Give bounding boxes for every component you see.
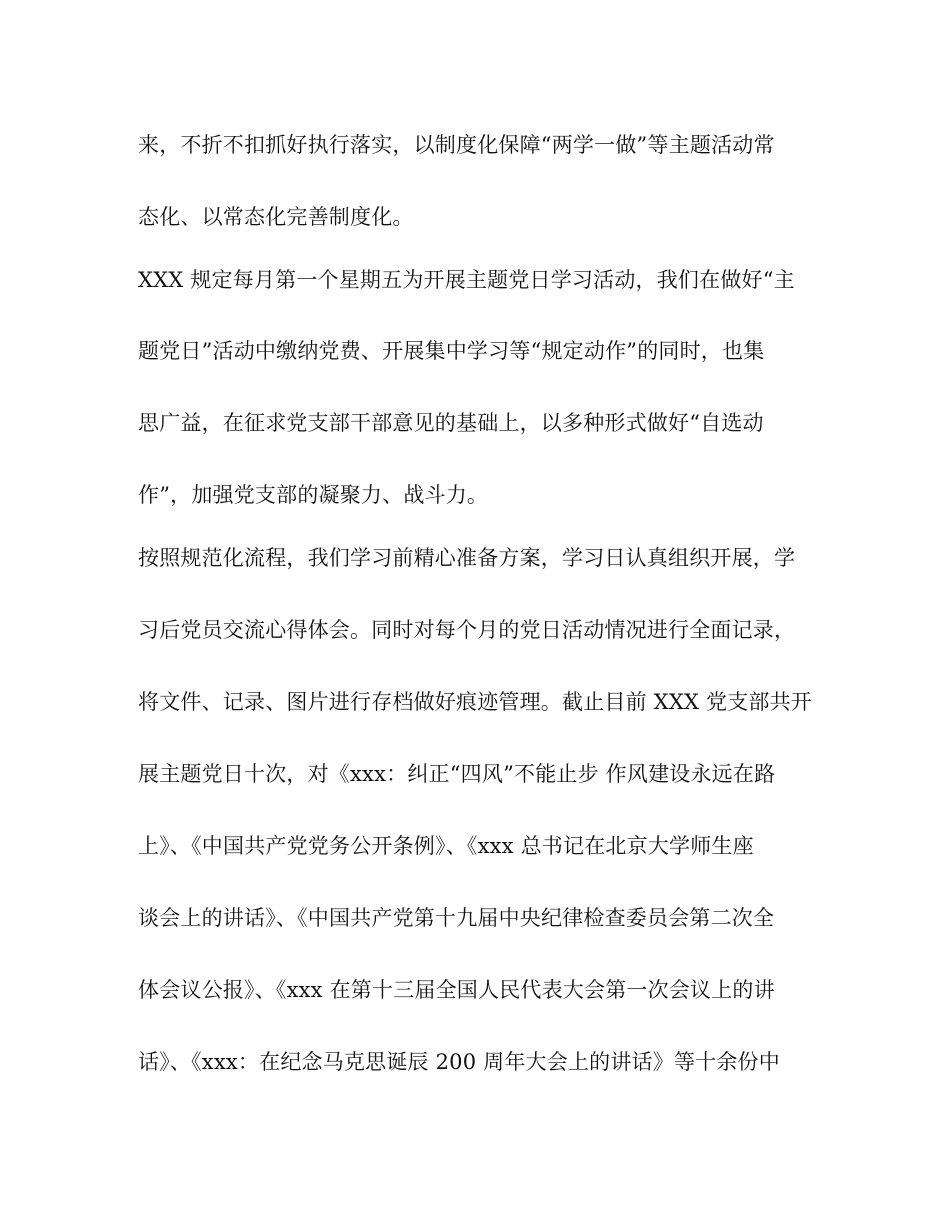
text-line: 态化、以常态化完善制度化。 (138, 205, 414, 229)
text-line: 话》、《xxx：在纪念马克思诞辰 200 周年大会上的讲话》等十余份中 (138, 1050, 780, 1074)
text-line: 来，不折不扣抓好执行落实，以制度化保障“两学一做”等主题活动常 (138, 133, 775, 157)
text-line: 体会议公报》、《xxx 在第十三届全国人民代表大会第一次会议上的讲 (138, 978, 775, 1002)
text-line: 谈会上的讲话》、《中国共产党第十九届中央纪律检查委员会第二次全 (138, 906, 775, 930)
text-line: 将文件、记录、图片进行存档做好痕迹管理。截止目前 XXX 党支部共开 (138, 690, 812, 714)
text-line: 按照规范化流程，我们学习前精心准备方案，学习日认真组织开展，学 (138, 546, 796, 570)
text-line: 题党日”活动中缴纳党费、开展集中学习等“规定动作”的同时，也集 (138, 339, 765, 363)
text-line: 作”，加强党支部的凝聚力、战斗力。 (138, 483, 489, 507)
text-line: 展主题党日十次，对《xxx：纠正“四风”不能止步 作风建设永远在路 (138, 762, 776, 786)
text-line: 思广益，在征求党支部干部意见的基础上，以多种形式做好“自选动 (138, 411, 764, 435)
text-line: 上》、《中国共产党党务公开条例》、《xxx 总书记在北京大学师生座 (138, 834, 754, 858)
text-line: XXX 规定每月第一个星期五为开展主题党日学习活动，我们在做好“主 (138, 268, 795, 292)
text-line: 习后党员交流心得体会。同时对每个月的党日活动情况进行全面记录， (138, 618, 796, 642)
